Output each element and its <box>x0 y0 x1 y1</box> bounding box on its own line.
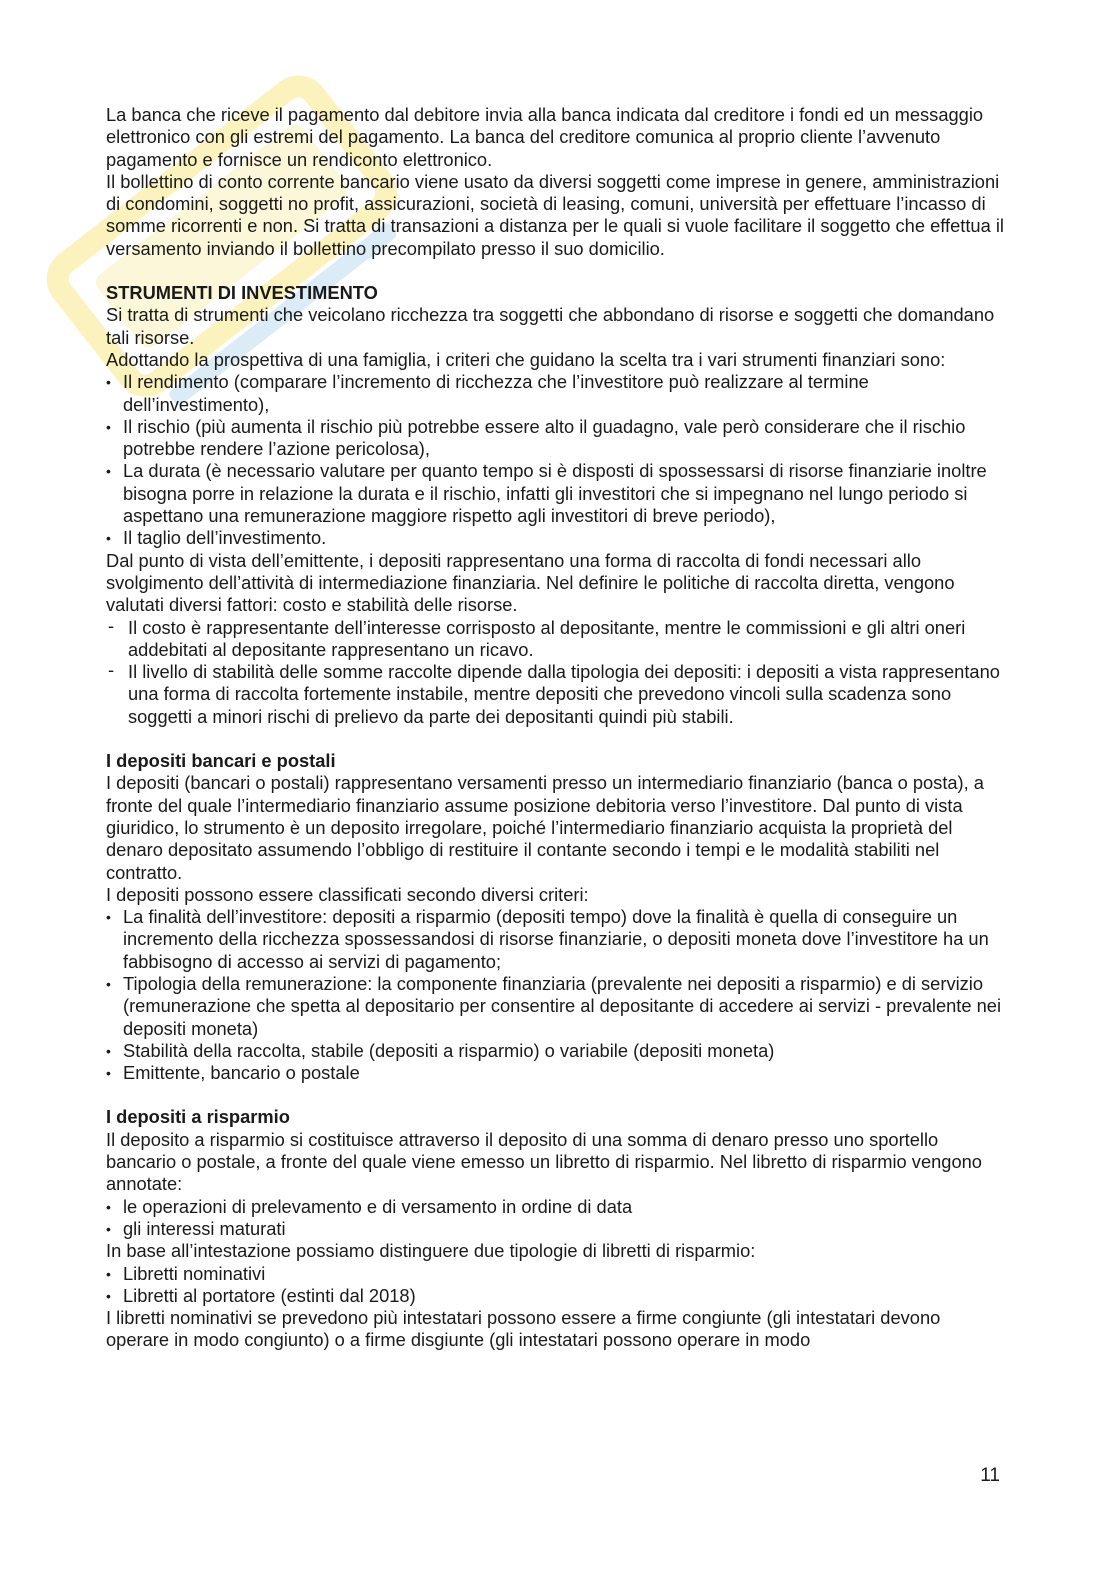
list-item: • Stabilità della raccolta, stabile (depositi a risparmio) o variabile (depositi moneta) <box>106 1040 1006 1062</box>
list-item: • Emittente, bancario o postale <box>106 1062 1006 1084</box>
risparmio-paragraph-2: In base all’intestazione possiamo distinguere due tipologie di libretti di risparmio: <box>106 1240 756 1262</box>
list-item: • La durata (è necessario valutare per quanto tempo si è disposti di spossessarsi di risorse finanziarie inoltre bisogna porre in relazione la durata e il rischio, infatti gli investitori che si impegnano nel lungo periodo si aspettano una remunerazione maggiore rispetto agli investitori di breve periodo), <box>106 460 1006 527</box>
risparmio-paragraph-1: Il deposito a risparmio si costituisce attraverso il deposito di una somma di denaro presso uno sportello bancario o postale, a fronte del quale viene emesso un libretto di risparmio. Nel libretto di risparmio vengono annotate: <box>106 1128 982 1195</box>
risparmio-paragraph-3: I libretti nominativi se prevedono più intestatari possono essere a firme congiunte (gli intestatari devono operare in modo congiunto) o a firme disgiunte (gli intestatari possono operare in modo <box>106 1307 941 1351</box>
page-number: 11 <box>980 1465 1000 1486</box>
list-item: • La finalità dell’investitore: depositi a risparmio (depositi tempo) dove la finalità è quella di conseguire un incremento della ricchezza spossessandosi di risorse finanziarie, o depositi moneta dove l’investitore ha un fabbisogno di accesso ai servizi di pagamento; <box>106 906 1006 973</box>
document-page <box>106 104 1006 1352</box>
factors-list <box>106 617 1006 728</box>
intro-paragraph-2: Il bollettino di conto corrente bancario viene usato da diversi soggetti come imprese in genere, amministrazioni di condomini, soggetti no profit, assicurazioni, società di leasing, comuni, università per effettuare l’incasso di somme ricorrenti e non. Si tratta di transazioni a distanza per le quali si vuole facilitare il soggetto che effettua il versamento inviando il bollettino precompilato presso il suo domicilio. <box>106 170 1004 259</box>
types-list <box>106 1263 1006 1308</box>
list-item: - Il livello di stabilità delle somme raccolte dipende dalla tipologia dei depositi: i depositi a vista rappresentano una forma di raccolta fortemente instabile, mentre depositi che prevedono vincoli sulla scadenza sono soggetti a minori rischi di prelievo da parte dei depositanti quindi più stabili. <box>106 661 1006 728</box>
list-item: • le operazioni di prelevamento e di versamento in ordine di data <box>106 1196 1006 1218</box>
list-item: • Il taglio dell’investimento. <box>106 527 1006 549</box>
list-item: • Il rischio (più aumenta il rischio più potrebbe essere alto il guadagno, vale però considerare che il rischio potrebbe rendere l’azione pericolosa), <box>106 416 1006 461</box>
section-heading-strumenti: STRUMENTI DI INVESTIMENTO <box>106 282 378 304</box>
list-item: • Libretti nominativi <box>106 1263 1006 1285</box>
criteria-list <box>106 371 1006 549</box>
depositi-paragraph-2: I depositi possono essere classificati secondo diversi criteri: <box>106 883 589 905</box>
strumenti-paragraph-2: Adottando la prospettiva di una famiglia, i criteri che guidano la scelta tra i vari strumenti finanziari sono: <box>106 348 946 370</box>
list-item: • Tipologia della remunerazione: la componente finanziaria (prevalente nei depositi a risparmio) e di servizio (remunerazione che spetta al depositario per consentire al depositante di accedere ai servizi - prevalente nei depositi moneta) <box>106 973 1006 1040</box>
strumenti-paragraph-3: Dal punto di vista dell’emittente, i depositi rappresentano una forma di raccolta di fondi necessari allo svolgimento dell’attività di intermediazione finanziaria. Nel definire le politiche di raccolta diretta, vengono valutati diversi fattori: costo e stabilità delle risorse. <box>106 549 955 616</box>
depositi-criteria-list <box>106 906 1006 1084</box>
list-item: • Il rendimento (comparare l’incremento di ricchezza che l’investitore può realizzare al termine dell’investimento), <box>106 371 1006 416</box>
list-item: - Il costo è rappresentante dell’interesse corrisposto al depositante, mentre le commissioni e gli altri oneri addebitati al depositante rappresentano un ricavo. <box>106 617 1006 662</box>
depositi-paragraph-1: I depositi (bancari o postali) rappresentano versamenti presso un intermediario finanziario (banca o posta), a fronte del quale l’intermediario finanziario assume posizione debitoria verso l’investitore. Dal punto di vista giuridico, lo strumento è un deposito irregolare, poiché l’intermediario finanziario acquista la proprietà del denaro depositato assumendo l’obbligo di restituire il contante secondo i tempi e le modalità stabiliti nel contratto. <box>106 772 984 883</box>
list-item: • gli interessi maturati <box>106 1218 1006 1240</box>
list-item: • Libretti al portatore (estinti dal 2018) <box>106 1285 1006 1307</box>
annotations-list <box>106 1196 1006 1241</box>
intro-paragraph-1: La banca che riceve il pagamento dal debitore invia alla banca indicata dal creditore i fondi ed un messaggio elettronico con gli estremi del pagamento. La banca del creditore comunica al proprio cliente l’avvenuto pagamento e fornisce un rendiconto elettronico. <box>106 104 984 170</box>
strumenti-paragraph-1: Si tratta di strumenti che veicolano ricchezza tra soggetti che abbondano di risorse e soggetti che domandano tali risorse. <box>106 304 995 348</box>
section-heading-risparmio: I depositi a risparmio <box>106 1106 290 1128</box>
section-heading-depositi: I depositi bancari e postali <box>106 750 336 772</box>
